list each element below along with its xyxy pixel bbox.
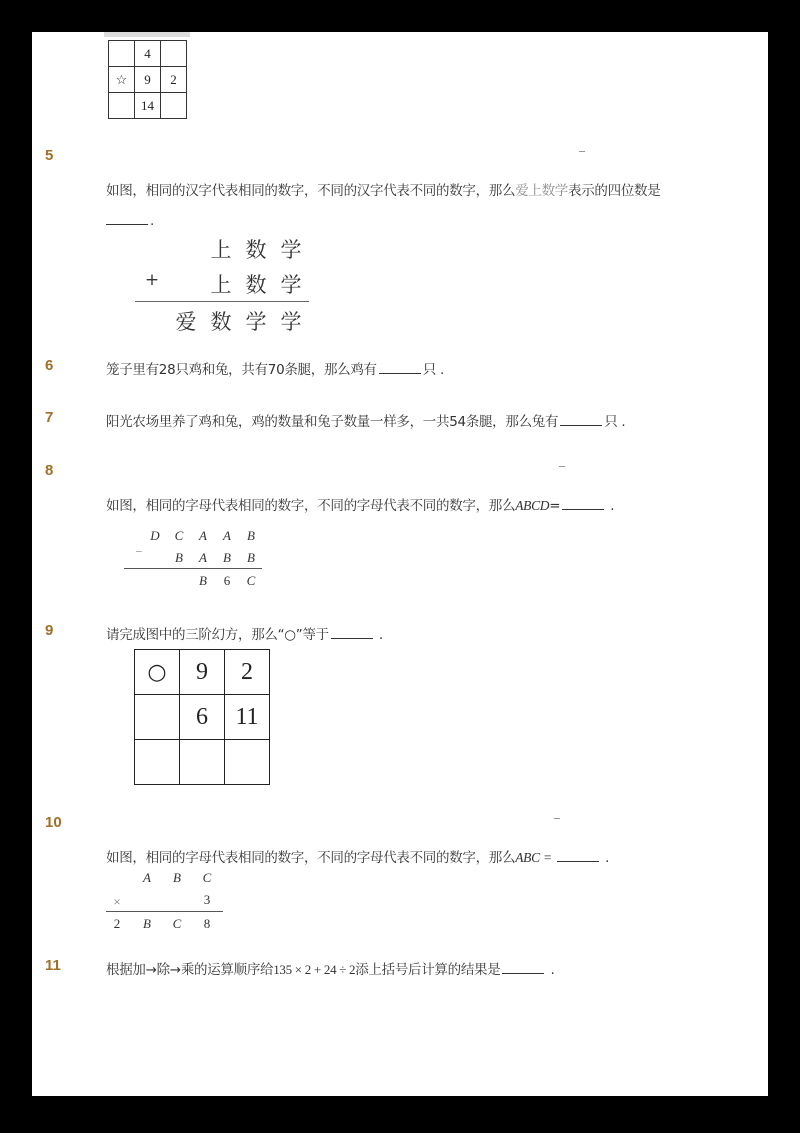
minus-mark bbox=[559, 466, 565, 467]
question-11-text: 根据加→除→乘的运算顺序给135 × 2 + 24 ÷ 2添上括号后计算的结果是 . bbox=[106, 962, 555, 978]
grid-cell bbox=[225, 740, 270, 785]
product-line bbox=[106, 911, 223, 912]
grid-cell bbox=[109, 41, 135, 67]
question-8-text: 如图，相同的字母代表相同的数字，不同的字母代表不同的数字，那么ABCD= . bbox=[106, 498, 615, 514]
letter-multiplication-puzzle: A B C × 3 2 B C 8 bbox=[106, 870, 226, 934]
grid-cell bbox=[180, 740, 225, 785]
grid-cell bbox=[109, 93, 135, 119]
grid-cell bbox=[161, 93, 187, 119]
question-number-10: 10 bbox=[45, 814, 62, 831]
scroll-remnant-bar bbox=[104, 32, 190, 37]
answer-blank[interactable] bbox=[562, 497, 604, 510]
question-6-text: 笼子里有28只鸡和兔，共有70条腿，那么鸡有 只 . bbox=[106, 362, 444, 378]
grid-cell: 14 bbox=[135, 93, 161, 119]
question-number-6: 6 bbox=[45, 357, 54, 374]
grid-cell: 2 bbox=[161, 67, 187, 93]
document-page bbox=[32, 32, 768, 1096]
math-expression: 135 × 2 + 24 ÷ 2 bbox=[273, 962, 356, 977]
question-10-text: 如图，相同的字母代表相同的数字，不同的字母代表不同的数字，那么ABC = . bbox=[106, 850, 610, 866]
circle-icon: ○ bbox=[135, 650, 180, 695]
letter-subtraction-puzzle: D C A A B − B A B B B 6 C bbox=[124, 528, 264, 588]
minus-mark bbox=[579, 151, 585, 152]
minus-mark bbox=[554, 818, 560, 819]
answer-blank[interactable] bbox=[331, 626, 373, 639]
sum-line bbox=[135, 301, 309, 302]
answer-blank[interactable] bbox=[557, 849, 599, 862]
grid-cell bbox=[161, 41, 187, 67]
plus-operator: + bbox=[144, 270, 160, 290]
grid-cell: 9 bbox=[180, 650, 225, 695]
grid-cell: 2 bbox=[225, 650, 270, 695]
hanzi-addition-puzzle: 上 数 学 + 上 数 学 爱 数 学 学 bbox=[132, 232, 312, 337]
question-number-7: 7 bbox=[45, 409, 54, 426]
question-number-5: 5 bbox=[45, 147, 54, 164]
question-number-8: 8 bbox=[45, 462, 54, 479]
answer-blank[interactable] bbox=[560, 413, 602, 426]
star-icon: ☆ bbox=[109, 67, 135, 93]
math-variable: ABCD bbox=[515, 498, 550, 513]
question-5-text: 如图，相同的汉字代表相同的数字，不同的汉字代表不同的数字，那么爱上数学表示的四位数是 bbox=[106, 183, 661, 199]
minus-operator: − bbox=[135, 544, 143, 559]
grid-cell: 11 bbox=[225, 695, 270, 740]
top-magic-square bbox=[108, 40, 187, 119]
question-7-text: 阳光农场里养了鸡和兔，鸡的数量和兔子数量一样多，一共54条腿，那么兔有 只 . bbox=[106, 414, 626, 430]
grid-cell: 6 bbox=[180, 695, 225, 740]
answer-blank[interactable] bbox=[379, 361, 421, 374]
question-9-text: 请完成图中的三阶幻方，那么“○”等于 . bbox=[106, 627, 383, 643]
question-number-9: 9 bbox=[45, 622, 54, 639]
answer-blank[interactable] bbox=[502, 961, 544, 974]
grid-cell bbox=[135, 740, 180, 785]
highlight-text: 爱上数学 bbox=[515, 183, 569, 198]
magic-square-grid bbox=[134, 649, 270, 785]
question-5-answer-line: . bbox=[106, 212, 154, 229]
multiply-operator: × bbox=[113, 894, 121, 909]
answer-blank[interactable] bbox=[106, 212, 148, 225]
math-variable: ABC bbox=[515, 850, 540, 865]
grid-cell bbox=[135, 695, 180, 740]
question-number-11: 11 bbox=[45, 957, 61, 974]
grid-cell: 9 bbox=[135, 67, 161, 93]
grid-cell: 4 bbox=[135, 41, 161, 67]
difference-line bbox=[124, 568, 262, 569]
